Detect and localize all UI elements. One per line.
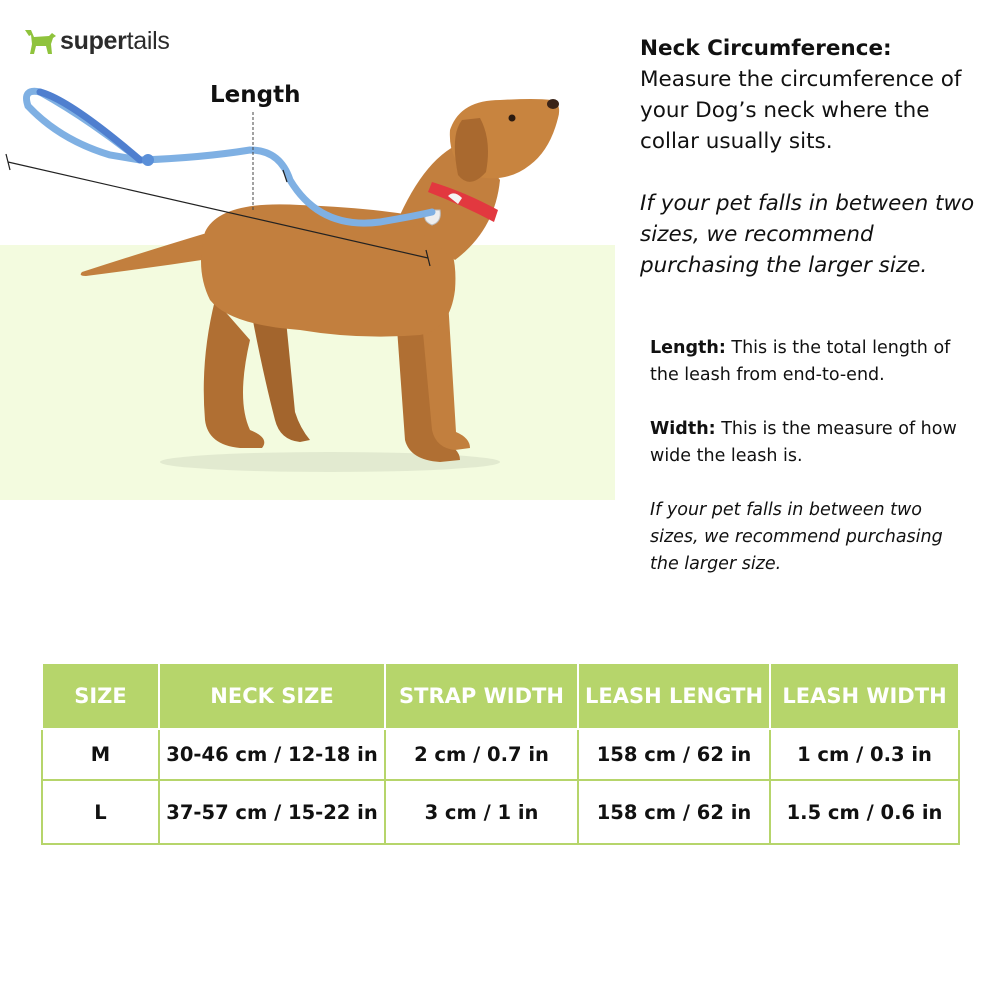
length-definition: Length: This is the total length of the leash from end-to-end. <box>650 338 951 385</box>
header-neck-size: NECK SIZE <box>159 663 385 729</box>
length-label: Length <box>210 82 301 108</box>
dog-ear <box>455 118 488 182</box>
table-header-row <box>42 663 959 729</box>
leash-definitions <box>650 335 960 605</box>
size-table <box>41 662 960 845</box>
cell-strap-width: 3 cm / 1 in <box>385 780 578 844</box>
neck-note: If your pet falls in between two sizes, we recommend purchasing the larger size. <box>640 191 975 278</box>
cell-size: M <box>42 729 159 780</box>
cell-leash-length: 158 cm / 62 in <box>578 780 770 844</box>
table-row <box>42 780 959 844</box>
leash-note: If your pet falls in between two sizes, we recommend purchasing the larger size. <box>650 500 943 574</box>
header-leash-width: LEASH WIDTH <box>770 663 959 729</box>
header-size: SIZE <box>42 663 159 729</box>
cell-leash-width: 1.5 cm / 0.6 in <box>770 780 959 844</box>
cell-leash-width: 1 cm / 0.3 in <box>770 729 959 780</box>
leash-stopper <box>142 154 154 166</box>
dog-leash-illustration <box>0 0 620 520</box>
table-row <box>42 729 959 780</box>
neck-body: Measure the circumference of your Dog’s neck where the collar usually sits. <box>640 67 962 154</box>
width-definition: Width: This is the measure of how wide the leash is. <box>650 419 957 466</box>
leash <box>27 91 433 223</box>
cell-strap-width: 2 cm / 0.7 in <box>385 729 578 780</box>
header-strap-width: STRAP WIDTH <box>385 663 578 729</box>
neck-heading: Neck Circumference: <box>640 36 892 61</box>
neck-circumference-info <box>640 33 990 281</box>
cell-neck-size: 37-57 cm / 15-22 in <box>159 780 385 844</box>
cell-size: L <box>42 780 159 844</box>
brand-name: supertails <box>60 26 170 55</box>
cell-leash-length: 158 cm / 62 in <box>578 729 770 780</box>
header-leash-length: LEASH LENGTH <box>578 663 770 729</box>
cell-neck-size: 30-46 cm / 12-18 in <box>159 729 385 780</box>
